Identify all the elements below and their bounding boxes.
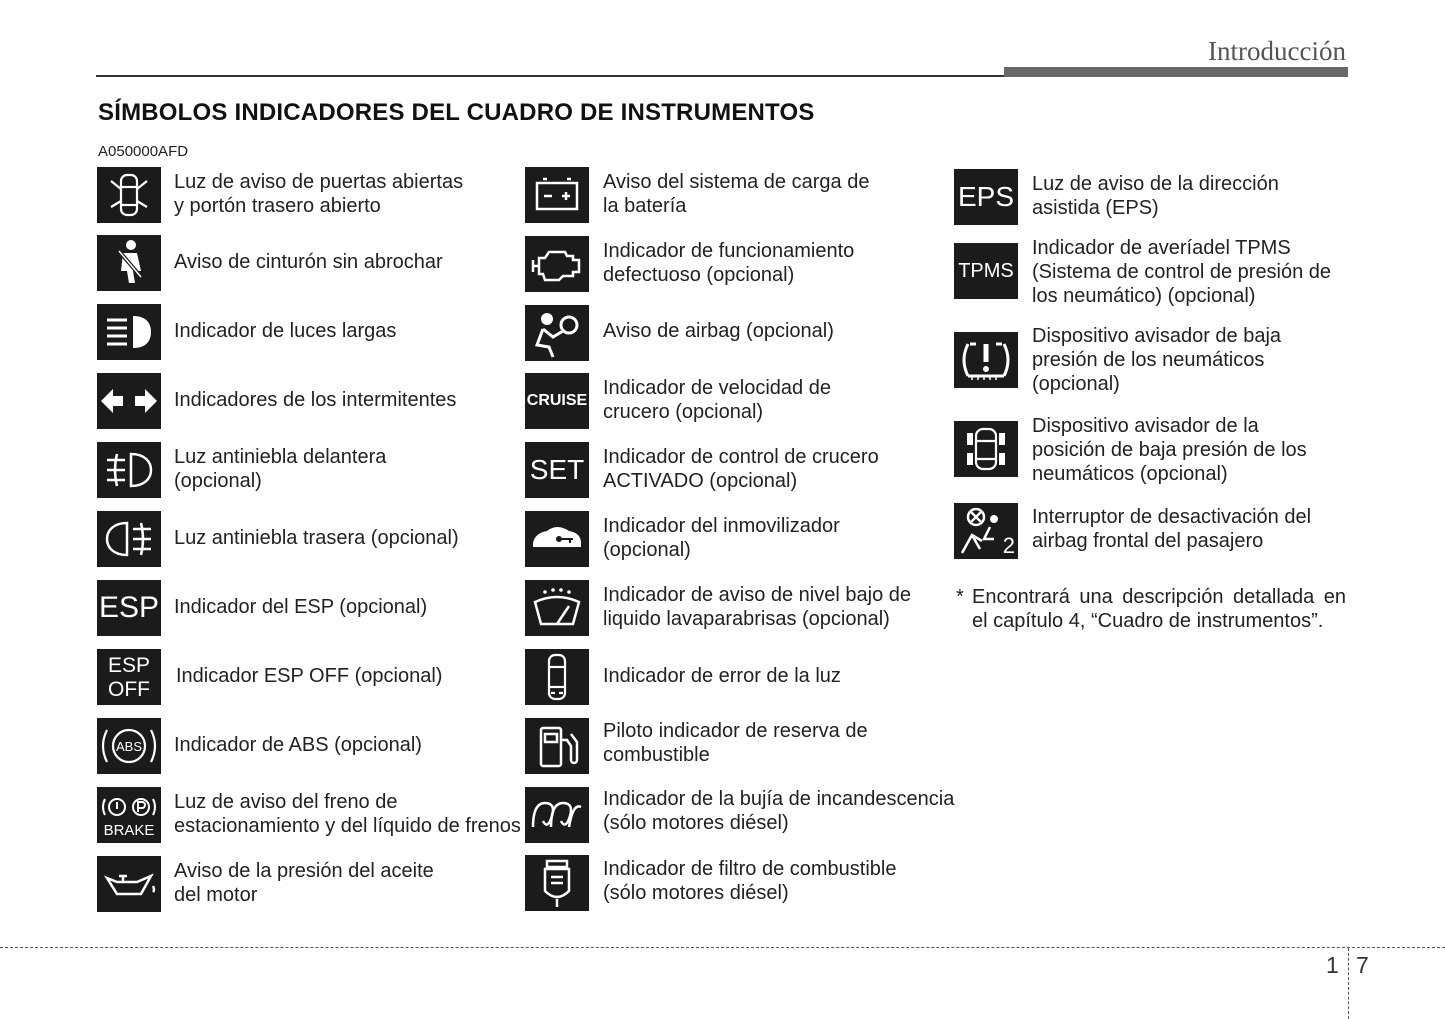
airbag-label: Aviso de airbag (opcional): [603, 320, 834, 342]
section-title: SÍMBOLOS INDICADORES DEL CUADRO DE INSTRUMENTOS: [98, 99, 815, 126]
abs-icon: ABS: [97, 718, 161, 774]
tire-position-label: Dispositivo avisador de la posición de baja presión de los neumáticos (opcional): [1032, 415, 1307, 485]
washer-fluid-label: Indicador de aviso de nivel bajo de liquido lavaparabrisas (opcional): [603, 584, 911, 630]
eps-icon: EPS: [954, 169, 1018, 225]
fuel-filter-icon: [525, 855, 589, 911]
footer-divider: [0, 947, 1445, 948]
glow-plug-label: Indicador de la bujía de incandescencia (sólo motores diésel): [603, 788, 955, 834]
rear-fog-label: Luz antiniebla trasera (opcional): [174, 527, 459, 549]
footnote-text: Encontrará una descripción detallada en el capítulo 4, “Cuadro de instrumentos”.: [972, 586, 1346, 632]
header-rule-accent: [1004, 67, 1348, 77]
esp-label: Indicador del ESP (opcional): [174, 596, 428, 618]
chapter-number: 1: [1326, 952, 1339, 978]
check-engine-icon: [525, 236, 589, 292]
footnote: [956, 585, 1346, 633]
front-fog-icon: [97, 442, 161, 498]
footnote-asterisk: *: [956, 586, 964, 608]
brake-icon: BRAKE: [97, 787, 161, 843]
immobilizer-icon: [525, 511, 589, 567]
glow-plug-icon: [525, 787, 589, 843]
high-beam-icon: [97, 304, 161, 360]
fuel-label: Piloto indicador de reserva de combustible: [603, 720, 868, 766]
chapter-header: Introducción: [1208, 36, 1346, 66]
lamp-failure-label: Indicador de error de la luz: [603, 665, 841, 687]
battery-icon: [525, 167, 589, 223]
document-code: A050000AFD: [98, 143, 189, 160]
low-tire-pressure-icon: [954, 332, 1018, 388]
eps-label: Luz de aviso de la dirección asistida (EPS): [1032, 173, 1279, 219]
washer-fluid-icon: [525, 580, 589, 636]
low-tire-pressure-label: Dispositivo avisador de baja presión de los neumáticos (opcional): [1032, 325, 1282, 395]
seatbelt-label: Aviso de cinturón sin abrochar: [174, 251, 443, 273]
page-number-divider: [1348, 948, 1349, 1019]
header-rule: [96, 75, 1006, 77]
high-beam-label: Indicador de luces largas: [174, 320, 397, 342]
lamp-failure-icon: [525, 649, 589, 705]
page-number: 7: [1356, 952, 1369, 978]
check-engine-label: Indicador de funcionamiento defectuoso (opcional): [603, 240, 855, 286]
door-open-label: Luz de aviso de puertas abiertas y portón trasero abierto: [174, 171, 464, 217]
fuel-filter-label: Indicador de filtro de combustible (sólo motores diésel): [603, 858, 897, 904]
cruise-set-label: Indicador de control de crucero ACTIVADO (opcional): [603, 446, 879, 492]
cruise-icon: CRUISE: [525, 373, 589, 429]
front-fog-label: Luz antiniebla delantera (opcional): [174, 446, 387, 492]
seatbelt-icon: [97, 235, 161, 291]
esp-off-label: Indicador ESP OFF (opcional): [176, 665, 443, 687]
tpms-label: Indicador de averíadel TPMS (Sistema de control de presión de los neumático) (opcional): [1032, 237, 1332, 307]
esp-icon: ESP: [97, 580, 161, 636]
abs-label: Indicador de ABS (opcional): [174, 734, 422, 756]
oil-pressure-label: Aviso de la presión del aceite del motor: [174, 860, 434, 906]
fuel-icon: [525, 718, 589, 774]
passenger-airbag-off-label: Interruptor de desactivación del airbag frontal del pasajero: [1032, 506, 1312, 552]
immobilizer-label: Indicador del inmovilizador (opcional): [603, 515, 840, 561]
passenger-airbag-off-icon: 2: [954, 503, 1018, 559]
esp-off-icon: ESP OFF: [97, 649, 161, 705]
brake-label: Luz de aviso del freno de estacionamiento y del líquido de frenos: [174, 791, 521, 837]
door-open-icon: [97, 167, 161, 223]
airbag-icon: [525, 305, 589, 361]
tpms-icon: TPMS: [954, 243, 1018, 299]
turn-signal-icon: [97, 373, 161, 429]
cruise-label: Indicador de velocidad de crucero (opcional): [603, 377, 831, 423]
battery-label: Aviso del sistema de carga de la batería: [603, 171, 870, 217]
rear-fog-icon: [97, 511, 161, 567]
turn-signal-label: Indicadores de los intermitentes: [174, 389, 457, 411]
cruise-set-icon: SET: [525, 442, 589, 498]
oil-pressure-icon: [97, 856, 161, 912]
tire-position-icon: [954, 421, 1018, 477]
